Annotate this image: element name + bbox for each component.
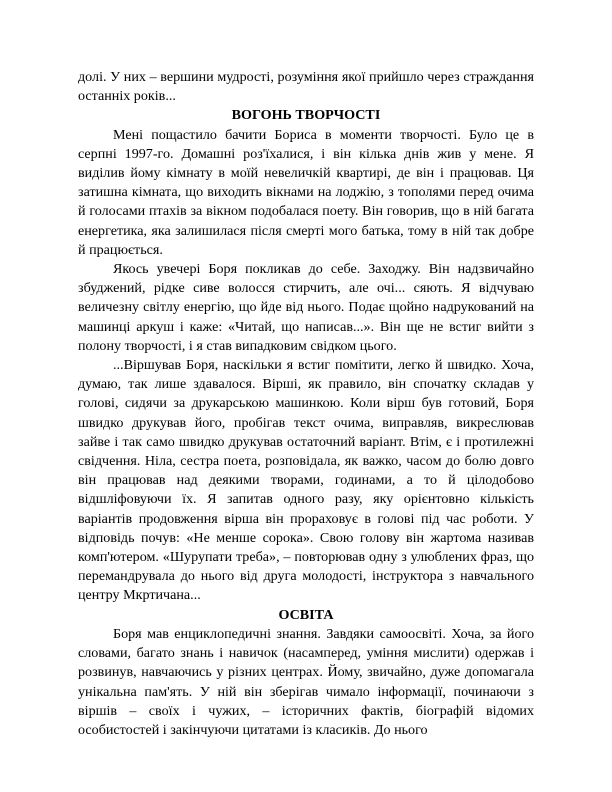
paragraph: Якось увечері Боря покликав до себе. Заходжу. Він надзвичайно збуджений, рідке сиве волосся стирчить, але очі... сяють. Я відчуваю величезну світлу енергію, що йде від нього. Подає щойно надрукований на машинці аркуш і каже: «Читай, що написав...». Він ще не встиг вийти з полону творчості, і я став випадковим свідком цього. (78, 261, 534, 354)
opening-paragraph: долі. У них – вершини мудрості, розуміння якої прийшло через страждання останніх років... (78, 69, 534, 105)
paragraph: ...Віршував Боря, наскільки я встиг помітити, легко й швидко. Хоча, думаю, так лише здавалося. Вірші, як правило, він спочатку складав у голові, сидячи за друкарською машинкою. Коли вірш був готовий, Боря швидко друкував його, пробігав текст очима, виправляв, викреслював зайве і так само швидко друкував остаточний варіант. Втім, є і протилежні свідчення. Ніла, сестра поета, розповідала, як важко, часом до болю довго він працював над деякими творами, годинами, а то й цілодобово відшліфовуючи їх. Я запитав одного разу, яку орієнтовно кількість варіантів продовження вірша він прораховує в голові під час роботи. У відповідь почув: «Не менше сорока». Свою голову він жартома називав комп'ютером. «Шурупати треба», – повторював одну з улюблених фраз, що перемандрувала до нього від друга молодості, інструктора з навчального центру Мкртичана... (78, 357, 534, 604)
section-heading-education: ОСВІТА (278, 606, 334, 623)
paragraph: Мені пощастило бачити Бориса в моменти творчості. Було це в серпні 1997-го. Домашні роз'їхалися, і він кілька днів жив у мене. Я виділив йому кімнату в моїй невеличкій квартирі, де він і працював. Ця затишна кімната, що виходить вікнами на лоджію, з тополями перед очима й голосами птахів за вікном подобалася поету. Він говорив, що в ній багата енергетика, яка залишилася після смерті мого батька, тому в ній так добре й працюється. (78, 126, 534, 258)
paragraph: Боря мав енциклопедичні знання. Завдяки самоосвіті. Хоча, за його словами, багато знань і навичок (насамперед, уміння мислити) одержав і розвинув, навчаючись у різних центрах. Йому, звичайно, дуже допомагала унікальна пам'ять. У ній він зберігав чимало інформації, починаючи з віршів – своїх і чужих, – історичних фактів, біографій відомих особистостей і закінчуючи цитатами із класиків. До нього (78, 625, 534, 738)
document-page (78, 68, 534, 740)
section-heading-creativity: ВОГОНЬ ТВОРЧОСТІ (231, 107, 381, 124)
